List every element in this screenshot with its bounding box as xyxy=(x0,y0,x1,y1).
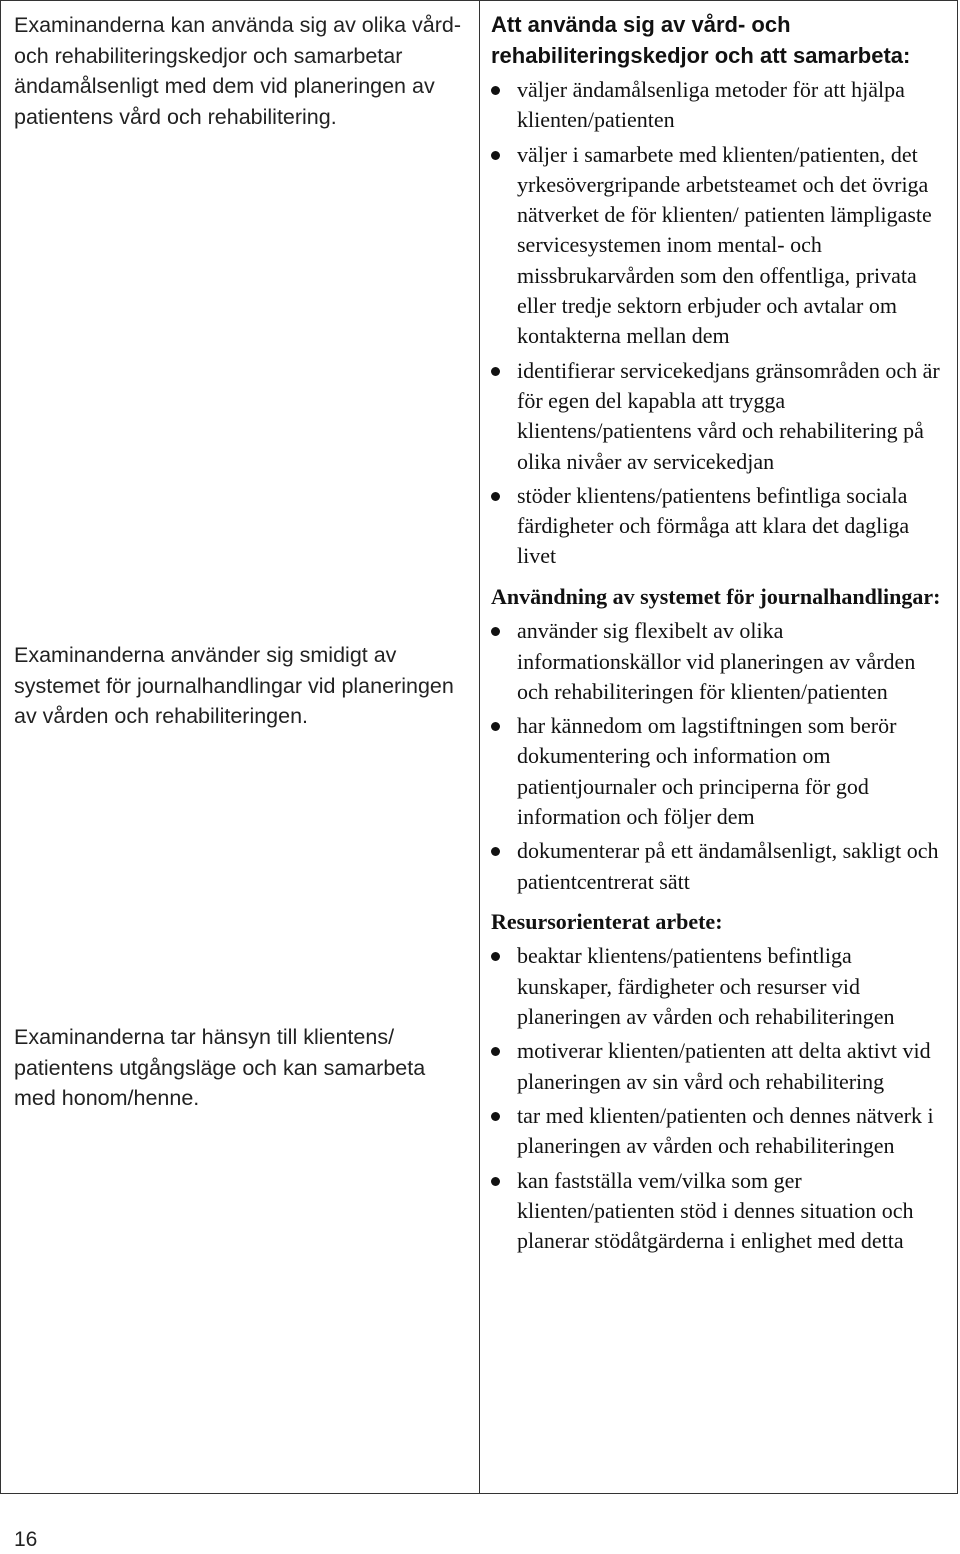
list-item-text: kan fastställa vem/vilka som ger klienten/patienten stöd i dennes situation och planerar stödåtgärderna i enlighet med detta xyxy=(517,1167,914,1254)
list-item xyxy=(491,941,949,1032)
bullet-list xyxy=(491,616,949,897)
list-item xyxy=(491,836,949,897)
list-item-text: stöder klientens/patientens befintliga sociala färdigheter och förmåga att klara det dagliga livet xyxy=(517,482,910,569)
bullet-list xyxy=(491,75,949,572)
bullet-icon xyxy=(491,952,500,961)
criterion-text-2: Examinanderna använder sig smidigt av systemet för journalhandlingar vid planeringen av vården och rehabiliteringen. xyxy=(14,643,454,728)
section-heading: Resursorienterat arbete: xyxy=(491,908,723,934)
list-item xyxy=(491,1101,949,1162)
section-care-chains xyxy=(491,10,949,572)
list-item xyxy=(491,1166,949,1257)
bullet-icon xyxy=(491,151,500,160)
list-item-text: har kännedom om lagstiftningen som berör dokumentering och information om patientjournaler och principerna för god information och följer dem xyxy=(517,713,897,830)
list-item-text: använder sig flexibelt av olika informationskällor vid planeringen av vården och rehabiliteringen för klienten/patienten xyxy=(517,618,916,704)
list-item xyxy=(491,481,949,572)
bullet-icon xyxy=(491,1047,500,1056)
list-item xyxy=(491,356,949,477)
list-item-text: väljer i samarbete med klienten/patienten, det yrkesövergripande arbetsteamet och det övriga nätverket de för klienten/ patienten lämpligaste servicesystemen inom mental- och missbrukarvården som den offentliga, privata eller tredje sektorn erbjuder och avtalar om kontakterna mellan dem xyxy=(517,141,932,349)
bullet-icon xyxy=(491,722,500,731)
list-item-text: beaktar klientens/patientens befintliga kunskaper, färdigheter och resurser vid planeringen av vården och rehabiliteringen xyxy=(517,943,895,1030)
bullet-icon xyxy=(491,847,500,856)
list-item xyxy=(491,616,949,707)
section-heading: Användning av systemet för journalhandlingar: xyxy=(491,583,941,609)
bullet-icon xyxy=(491,367,500,376)
bullet-icon xyxy=(491,1112,500,1121)
bullet-icon xyxy=(491,627,500,636)
list-item xyxy=(491,75,949,136)
criterion-text-3: Examinanderna tar hänsyn till klientens/ patientens utgångsläge och kan samarbeta med honom/henne. xyxy=(14,1025,426,1110)
section-resource-oriented xyxy=(491,907,949,1256)
bullet-list xyxy=(491,941,949,1256)
bullet-icon xyxy=(491,492,500,501)
list-item-text: motiverar klienten/patienten att delta aktivt vid planeringen av sin vård och rehabilitering xyxy=(517,1038,931,1094)
list-item xyxy=(491,140,949,352)
assessment-column xyxy=(491,10,949,1256)
list-item-text: identifierar servicekedjans gränsområden och är för egen del kapabla att trygga klientens/patientens vård och rehabilitering på olika nivåer av servicekedjan xyxy=(517,357,940,474)
list-item-text: tar med klienten/patienten och dennes nätverk i planeringen av vården och rehabiliteringen xyxy=(517,1102,934,1159)
list-item-text: dokumenterar på ett ändamålsenligt, sakligt och patientcentrerat sätt xyxy=(517,838,939,894)
page-number: 16 xyxy=(14,1528,38,1551)
list-item xyxy=(491,1036,949,1097)
bullet-icon xyxy=(491,1177,500,1186)
list-item-text: väljer ändamålsenliga metoder för att hjälpa klienten/patienten xyxy=(517,77,905,133)
section-journal-system xyxy=(491,582,949,897)
criterion-text-1: Examinanderna kan använda sig av olika vård- och rehabiliteringskedjor och samarbetar ändamålsenligt med dem vid planeringen av patientens vård och rehabilitering. xyxy=(14,13,461,129)
bullet-icon xyxy=(491,86,500,95)
section-heading: Att använda sig av vård- och rehabiliteringskedjor och att samarbeta: xyxy=(491,12,911,68)
column-divider xyxy=(479,0,480,1494)
list-item xyxy=(491,711,949,832)
